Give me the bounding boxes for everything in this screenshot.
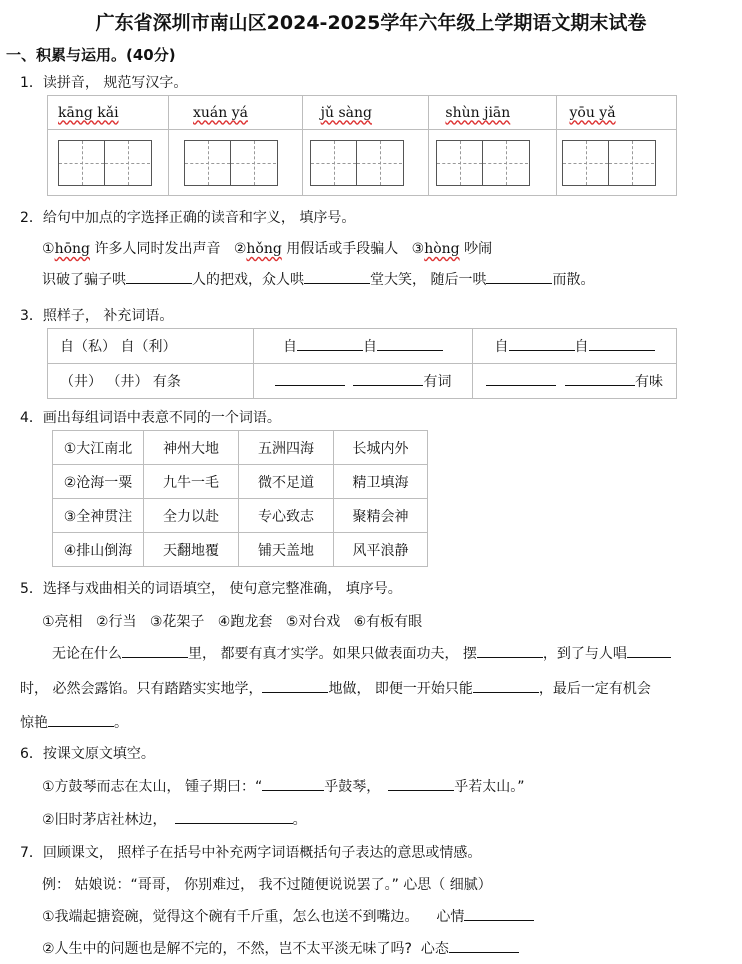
- question-3-prompt: 3．照样子， 补充词语。: [20, 308, 174, 324]
- idiom-cell[interactable]: 神州大地: [144, 431, 239, 465]
- cell-text: 自: [574, 339, 589, 355]
- cell-text: 自: [494, 339, 509, 355]
- question-5-prompt: 5．选择与戏曲相关的词语填空， 使句意完整准确， 填序号。: [20, 581, 402, 597]
- writing-grid[interactable]: [562, 140, 656, 186]
- pinyin-cell: [557, 96, 677, 130]
- pinyin-cell: [429, 96, 557, 130]
- option: ④跑龙套: [217, 614, 273, 630]
- section-heading: 一、积累与运用。(40分): [6, 46, 176, 64]
- answer-blank[interactable]: [486, 269, 552, 284]
- q2-options: [42, 238, 492, 258]
- answer-blank[interactable]: [122, 643, 188, 658]
- paragraph-text: 里， 都要有真才实学。如果只做表面功夫， 摆: [188, 646, 477, 662]
- option: ③花架子: [149, 614, 205, 630]
- idiom-cell[interactable]: 天翻地覆: [144, 533, 239, 567]
- option-pinyin: hōng: [54, 241, 90, 257]
- cell-text: 自: [363, 339, 377, 355]
- sentence-text: 而散。: [552, 272, 595, 288]
- answer-blank[interactable]: [275, 371, 345, 386]
- idiom-cell[interactable]: 精卫填海: [334, 465, 428, 499]
- option: ①亮相: [42, 614, 83, 630]
- pinyin-text: xuán yá: [193, 104, 248, 121]
- idiom-cell[interactable]: 全力以赴: [144, 499, 239, 533]
- pinyin-text: jǔ sàng: [320, 104, 372, 121]
- cell-text: 有味: [634, 374, 663, 390]
- paragraph-text: 。: [114, 715, 128, 731]
- pinyin-cell: [48, 96, 169, 130]
- idiom-cell[interactable]: 长城内外: [334, 431, 428, 465]
- q6-line-2: [42, 809, 307, 829]
- answer-blank[interactable]: [486, 371, 556, 386]
- question-1-prompt: 1．读拼音， 规范写汉字。: [20, 75, 188, 91]
- option-meaning: 用假话或手段骗人: [286, 241, 399, 257]
- answer-blank[interactable]: [477, 643, 543, 658]
- idiom-cell[interactable]: 风平浪静: [334, 533, 428, 567]
- option: ⑤对台戏: [285, 614, 341, 630]
- sentence-text: 人的把戏，众人哄: [192, 272, 304, 288]
- line-text: 乎鼓琴，: [324, 779, 381, 795]
- option-pinyin: hǒng: [246, 241, 282, 257]
- idiom-cell[interactable]: ③全神贯注: [53, 499, 144, 533]
- paragraph-text: 地做， 即便一开始只能: [328, 681, 473, 697]
- q5-line-2: [20, 678, 651, 698]
- answer-blank[interactable]: [175, 809, 293, 824]
- line-text: 乎若太山。”: [454, 779, 525, 795]
- example-cell: 自（私） 自（利）: [48, 329, 254, 364]
- fill-cell: [473, 364, 677, 399]
- idiom-cell[interactable]: 专心致志: [239, 499, 334, 533]
- option-meaning: 许多人同时发出声音: [94, 241, 221, 257]
- option: ⑥有板有眼: [353, 614, 423, 630]
- answer-blank[interactable]: [304, 269, 370, 284]
- option-number: ③: [411, 241, 425, 257]
- pinyin-cell: [302, 96, 429, 130]
- answer-blank[interactable]: [565, 371, 635, 386]
- fill-cell: [254, 364, 473, 399]
- idiom-cell[interactable]: 铺天盖地: [239, 533, 334, 567]
- paragraph-text: ，最后一定有机会: [538, 681, 651, 697]
- paragraph-text: ，到了与人唱: [542, 646, 627, 662]
- pinyin-text: yōu yǎ: [569, 104, 616, 121]
- paragraph-text: 惊艳: [20, 715, 48, 731]
- answer-blank[interactable]: [627, 643, 671, 658]
- pinyin-text: kāng kǎi: [58, 104, 119, 121]
- idiom-cell[interactable]: 五洲四海: [239, 431, 334, 465]
- pinyin-cell: [169, 96, 303, 130]
- writing-grid[interactable]: [184, 140, 278, 186]
- answer-blank[interactable]: [126, 269, 192, 284]
- q2-sentence: [42, 269, 594, 289]
- writing-grid[interactable]: [310, 140, 404, 186]
- line-text: ②旧时茅店社林边，: [42, 812, 167, 828]
- idiom-cell[interactable]: ①大江南北: [53, 431, 144, 465]
- question-6-prompt: 6．按课文原文填空。: [20, 746, 155, 762]
- q7-line-2: [42, 938, 519, 958]
- answer-blank[interactable]: [589, 336, 655, 351]
- idiom-table: [52, 430, 428, 567]
- idiom-cell[interactable]: 九牛一毛: [144, 465, 239, 499]
- answer-blank[interactable]: [509, 336, 575, 351]
- answer-blank[interactable]: [48, 712, 114, 727]
- option-number: ②: [233, 241, 247, 257]
- answer-blank[interactable]: [449, 938, 519, 953]
- q5-line-3: [20, 712, 128, 732]
- line-text: 。: [292, 812, 307, 828]
- answer-blank[interactable]: [464, 906, 534, 921]
- cell-text: 有词: [423, 374, 452, 390]
- writing-grid[interactable]: [436, 140, 530, 186]
- answer-blank[interactable]: [262, 776, 324, 791]
- question-2-prompt: 2．给句中加点的字选择正确的读音和字义， 填序号。: [20, 210, 356, 226]
- idiom-cell[interactable]: 聚精会神: [334, 499, 428, 533]
- option-meaning: 吵闹: [464, 241, 493, 257]
- paragraph-text: 时， 必然会露馅。只有踏踏实实地学，: [20, 681, 263, 697]
- cell-text: 自: [283, 339, 297, 355]
- sentence-text: 堂大笑， 随后一哄: [370, 272, 487, 288]
- idiom-cell[interactable]: ②沧海一粟: [53, 465, 144, 499]
- pinyin-text: shùn jiān: [445, 104, 511, 121]
- idiom-cell[interactable]: ④排山倒海: [53, 533, 144, 567]
- option-pinyin: hòng: [424, 241, 460, 257]
- option-number: ①: [42, 241, 55, 257]
- answer-blank[interactable]: [473, 678, 539, 693]
- fill-cell: [473, 329, 677, 364]
- word-table: [47, 328, 677, 399]
- question-4-prompt: 4．画出每组词语中表意不同的一个词语。: [20, 410, 281, 426]
- answer-blank[interactable]: [297, 336, 363, 351]
- line-text: ②人生中的问题也是解不完的，不然，岂不太平淡无味了吗?: [42, 941, 412, 957]
- answer-blank[interactable]: [377, 336, 443, 351]
- page-title: 广东省深圳市南山区2024-2025学年六年级上学期语文期末试卷: [95, 12, 647, 34]
- q7-line-1: [42, 906, 534, 926]
- question-7-prompt: 7．回顾课文， 照样子在括号中补充两字词语概括句子表达的意思或情感。: [20, 845, 482, 861]
- example-cell: （井） （井） 有条: [48, 364, 254, 399]
- q7-example: 例： 姑娘说：“哥哥， 你别难过， 我不过随便说说罢了。” 心思（ 细腻）: [42, 877, 492, 893]
- line-text: ①方鼓琴而志在太山， 锺子期曰：“: [42, 779, 263, 795]
- q5-options: [42, 611, 422, 631]
- line-text: 心态: [420, 941, 449, 957]
- line-text: 心情: [436, 909, 465, 925]
- writing-grid[interactable]: [58, 140, 152, 186]
- q5-line-1: [52, 643, 671, 663]
- idiom-cell[interactable]: 微不足道: [239, 465, 334, 499]
- fill-cell: [254, 329, 473, 364]
- line-text: ①我端起搪瓷碗，觉得这个碗有千斤重，怎么也送不到嘴边。: [42, 909, 419, 925]
- paragraph-text: 无论在什么: [52, 646, 122, 662]
- answer-blank[interactable]: [353, 371, 423, 386]
- option: ②行当: [95, 614, 137, 630]
- sentence-text: 识破了骗子哄: [42, 272, 126, 288]
- answer-blank[interactable]: [388, 776, 454, 791]
- q6-line-1: [42, 776, 525, 796]
- answer-blank[interactable]: [262, 678, 328, 693]
